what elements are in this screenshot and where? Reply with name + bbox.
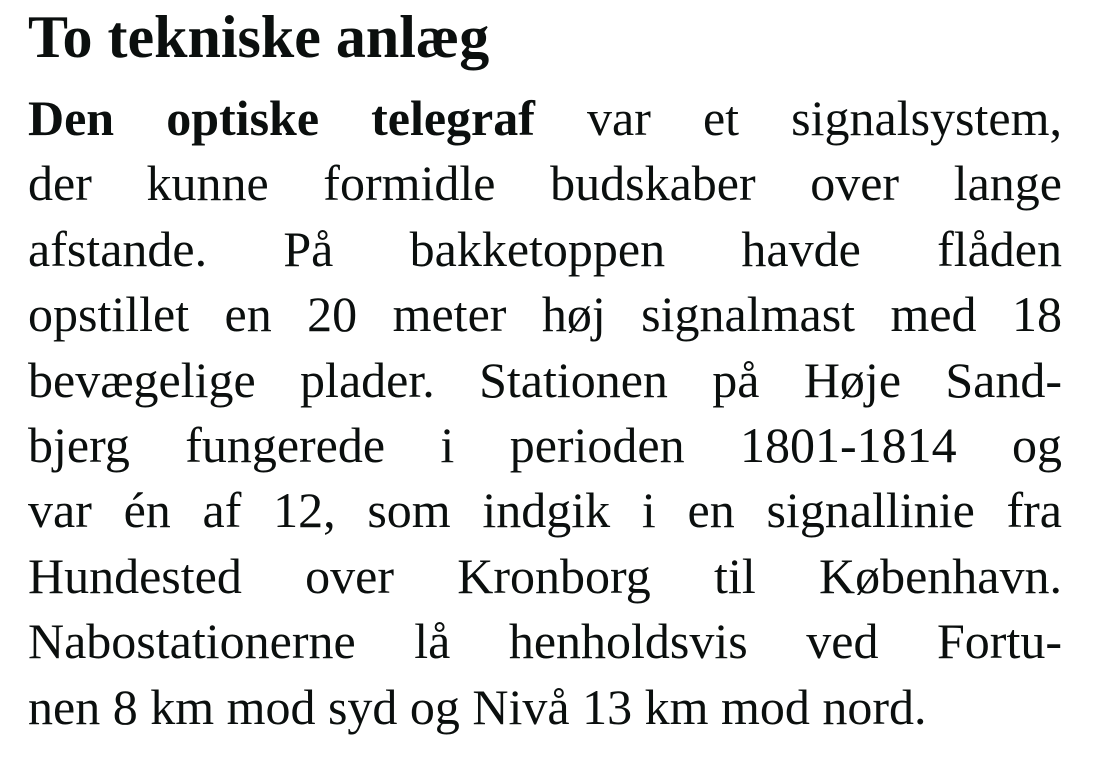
sign-heading: To tekniske anlæg xyxy=(28,4,490,70)
paragraph-line: bjerg fungerede i perioden 1801-1814 og xyxy=(28,416,1062,473)
first-line-rest: var et signalsystem, xyxy=(534,90,1062,146)
paragraph-line: der kunne formidle budskaber over lange xyxy=(28,155,1062,212)
paragraph-line: opstillet en 20 meter høj signalmast med 18 xyxy=(28,286,1062,343)
lead-term: Den optiske telegraf xyxy=(28,90,535,146)
paragraph-line: var én af 12, som indgik i en signallinie fra xyxy=(28,482,1062,539)
paragraph-line: Hundested over Kronborg til København. xyxy=(28,547,1062,604)
paragraph-line: nen 8 km mod syd og Nivå 13 km mod nord. xyxy=(28,678,927,735)
paragraph-line: bevægelige plader. Stationen på Høje Sand- xyxy=(28,351,1062,408)
paragraph-line xyxy=(28,86,1062,151)
paragraph-line: Nabostationerne lå henholdsvis ved Fortu- xyxy=(28,613,1062,670)
sign-paragraph xyxy=(28,86,1062,740)
paragraph-line: afstande. På bakketoppen havde flåden xyxy=(28,220,1062,277)
